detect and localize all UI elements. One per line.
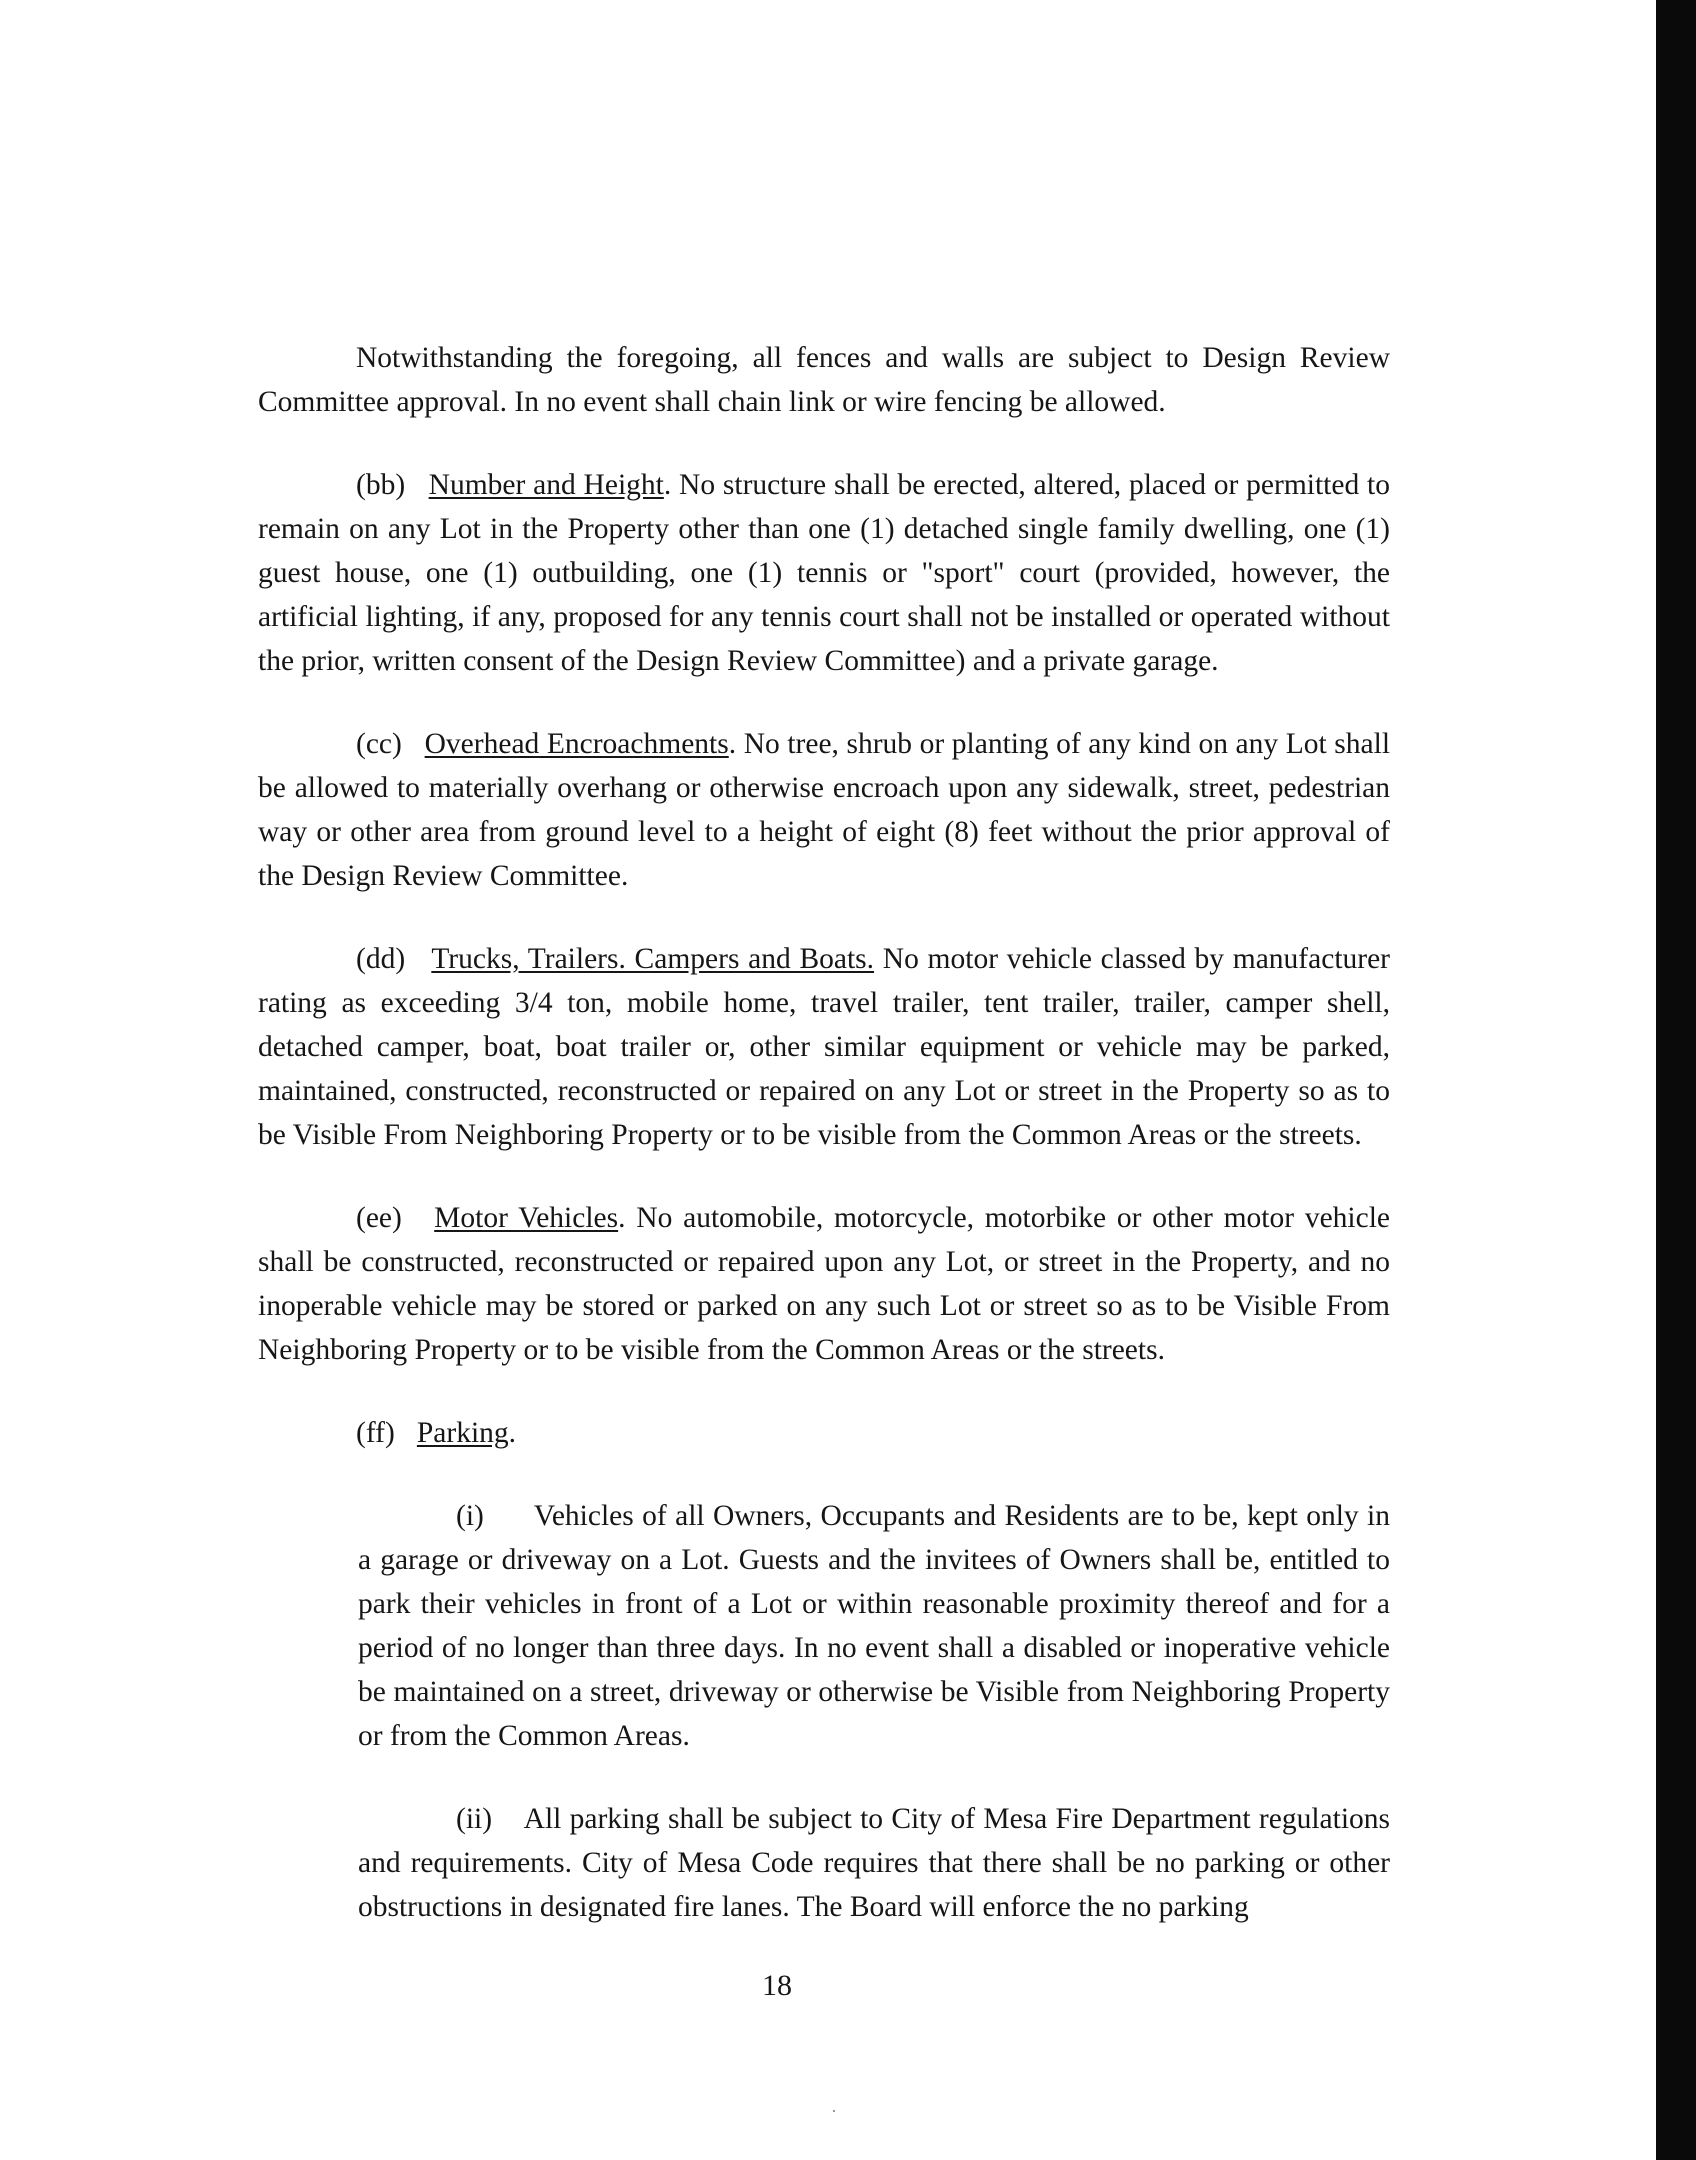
intro-paragraph: Notwithstanding the foregoing, all fences and walls are subject to Design Review Committee approval. In no event shall chain link or wire fencing be allowed. [258,342,1390,418]
heading-punct: . [728,728,737,760]
section-heading: Motor Vehicles [434,1202,619,1234]
scan-speck [833,2110,835,2112]
section-label: (cc) [356,728,402,760]
section-label: (ee) [356,1202,402,1234]
subsection-text: All parking shall be subject to City of Mesa Fire Department regulations and requirements. City of Mesa Code requires that there shall be no parking or other obstructions in designated fire lanes. The Board will enforce the no parking [358,1803,1390,1923]
subsection-ii [358,1797,1390,1929]
heading-punct: . [663,469,672,501]
subsection-label: (ii) [456,1803,493,1835]
page-number: 18 [762,1969,792,2002]
subsection-i [358,1494,1390,1758]
heading-punct: . [618,1202,626,1234]
heading-punct: . [508,1417,517,1449]
subsection-text: Vehicles of all Owners, Occupants and Residents are to be, kept only in a garage or driveway on a Lot. Guests and the invitees of Owners shall be, entitled to park their vehicles in front of a Lot or within reasonable proximity thereof and for a period of no longer than three days. In no event shall a disabled or inoperative vehicle be maintained on a street, driveway or otherwise be Visible from Neighboring Property or from the Common Areas. [358,1500,1391,1752]
section-bb [258,463,1390,683]
section-dd [258,937,1390,1157]
section-label: (ff) [356,1417,395,1449]
section-text: No automobile, motorcycle, motorbike or other motor vehicle shall be constructed, reconstructed or repaired upon any Lot, or street in the Property, and no inoperable vehicle may be stored or parked on any such Lot or street so as to be Visible From Neighboring Property or to be visible from the Common Areas or the streets. [258,1202,1390,1366]
document-page [258,336,1390,1929]
section-text: No tree, shrub or planting of any kind on any Lot shall be allowed to materially overhang or otherwise encroach upon any sidewalk, street, pedestrian way or other area from ground level to a height of eight (8) feet without the prior approval of the Design Review Committee. [258,728,1391,892]
subsection-label: (i) [456,1500,484,1532]
section-heading: Parking [416,1417,509,1449]
section-label: (dd) [356,943,406,975]
section-text: No structure shall be erected, altered, placed or permitted to remain on any Lot in the Property other than one (1) detached single family dwelling, one (1) guest house, one (1) outbuilding, one (1) tennis or "sport" court (provided, however, the artificial lighting, if any, proposed for any tennis court shall not be installed or operated without the prior, written consent of the Design Review Committee) and a private garage. [258,469,1390,677]
section-heading: Overhead Encroachments [424,728,729,760]
section-cc [258,722,1390,898]
section-label: (bb) [356,469,406,501]
section-heading: Number and Height [428,469,664,501]
section-heading: Trucks, Trailers. Campers and Boats. [431,943,875,975]
scan-edge [1656,0,1696,2160]
section-ee [258,1196,1390,1372]
section-text: No motor vehicle classed by manufacturer rating as exceeding 3/4 ton, mobile home, travel trailer, tent trailer, trailer, camper shell, detached camper, boat, boat trailer or, other similar equipment or vehicle may be parked, maintained, constructed, reconstructed or repaired on any Lot or street in the Property so as to be Visible From Neighboring Property or to be visible from the Common Areas or the streets. [258,943,1391,1151]
section-ff [258,1411,1390,1455]
